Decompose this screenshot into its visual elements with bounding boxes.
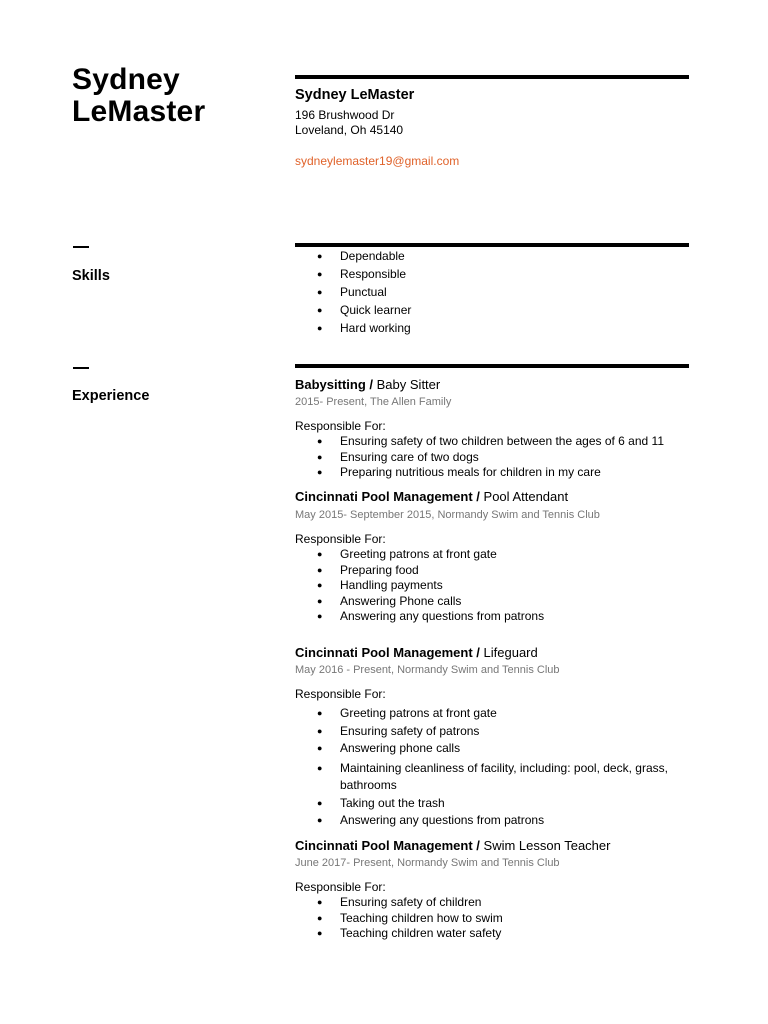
- duties-list: [295, 547, 695, 625]
- job-meta: May 2016 - Present, Normandy Swim and Tennis Club: [295, 664, 560, 676]
- skills-rule: [295, 243, 689, 247]
- job-separator: /: [472, 645, 484, 660]
- skills-dash: [73, 246, 89, 248]
- responsible-for-label: Responsible For:: [295, 880, 386, 894]
- name-line-last: LeMaster: [72, 95, 206, 128]
- experience-rule: [295, 364, 689, 368]
- duties-list: [295, 434, 695, 481]
- duty-item: ● Answering phone calls: [295, 741, 685, 757]
- duty-item: ● Maintaining cleanliness of facility, including: pool, deck, grass, bathrooms: [295, 760, 685, 794]
- job-employer: Cincinnati Pool Management: [295, 645, 473, 660]
- duty-item: ● Ensuring care of two dogs: [295, 450, 695, 466]
- skill-item: ● Hard working: [295, 321, 695, 339]
- responsible-for-label: Responsible For:: [295, 419, 386, 433]
- duty-item: ● Greeting patrons at front gate: [295, 547, 695, 563]
- job-role: Lifeguard: [483, 645, 538, 660]
- address-line-1: 196 Brushwood Dr: [295, 108, 395, 122]
- experience-dash: [73, 367, 89, 369]
- duties-list: [295, 895, 695, 942]
- responsible-for-label: Responsible For:: [295, 687, 386, 701]
- duty-item: ● Preparing food: [295, 563, 695, 579]
- job-separator: /: [472, 489, 484, 504]
- duty-item: ● Answering any questions from patrons: [295, 813, 685, 829]
- job-role: Swim Lesson Teacher: [483, 838, 611, 853]
- resume-name-heading: [72, 64, 205, 128]
- job-separator: /: [472, 838, 484, 853]
- contact-rule: [295, 75, 689, 79]
- job-meta: May 2015- September 2015, Normandy Swim and Tennis Club: [295, 509, 600, 521]
- name-line-first: Sydney: [72, 63, 180, 96]
- duty-item: ● Answering Phone calls: [295, 594, 695, 610]
- duty-item: ● Ensuring safety of children: [295, 895, 695, 911]
- duty-item: ● Taking out the trash: [295, 796, 685, 812]
- duty-item: ● Answering any questions from patrons: [295, 609, 695, 625]
- email-link[interactable]: sydneylemaster19@gmail.com: [295, 154, 460, 168]
- duty-item: ● Greeting patrons at front gate: [295, 706, 685, 722]
- skills-section-title: Skills: [72, 268, 110, 284]
- job-role: Pool Attendant: [483, 489, 569, 504]
- skill-item: ● Dependable: [295, 249, 695, 267]
- job-meta: June 2017- Present, Normandy Swim and Tennis Club: [295, 857, 560, 869]
- duty-item: ● Teaching children how to swim: [295, 911, 695, 927]
- skills-list: [295, 249, 695, 339]
- duty-item: ● Ensuring safety of two children between the ages of 6 and 11: [295, 434, 695, 450]
- duty-item: ● Ensuring safety of patrons: [295, 724, 685, 740]
- duty-item: ● Handling payments: [295, 578, 695, 594]
- job-title: [295, 838, 610, 853]
- address-line-2: Loveland, Oh 45140: [295, 123, 404, 137]
- experience-section-title: Experience: [72, 388, 150, 404]
- contact-name: Sydney LeMaster: [295, 87, 415, 103]
- job-role: Baby Sitter: [376, 377, 441, 392]
- job-title: [295, 377, 440, 392]
- skill-item: ● Responsible: [295, 267, 695, 285]
- job-employer: Babysitting: [295, 377, 366, 392]
- job-title: [295, 489, 568, 504]
- job-employer: Cincinnati Pool Management: [295, 838, 473, 853]
- duty-item: ● Teaching children water safety: [295, 926, 695, 942]
- job-meta: 2015- Present, The Allen Family: [295, 396, 452, 408]
- duty-item: ● Preparing nutritious meals for children in my care: [295, 465, 695, 481]
- job-employer: Cincinnati Pool Management: [295, 489, 473, 504]
- responsible-for-label: Responsible For:: [295, 532, 386, 546]
- skill-item: ● Quick learner: [295, 303, 695, 321]
- duties-list: [295, 706, 685, 829]
- job-title: [295, 645, 538, 660]
- skill-item: ● Punctual: [295, 285, 695, 303]
- job-separator: /: [365, 377, 377, 392]
